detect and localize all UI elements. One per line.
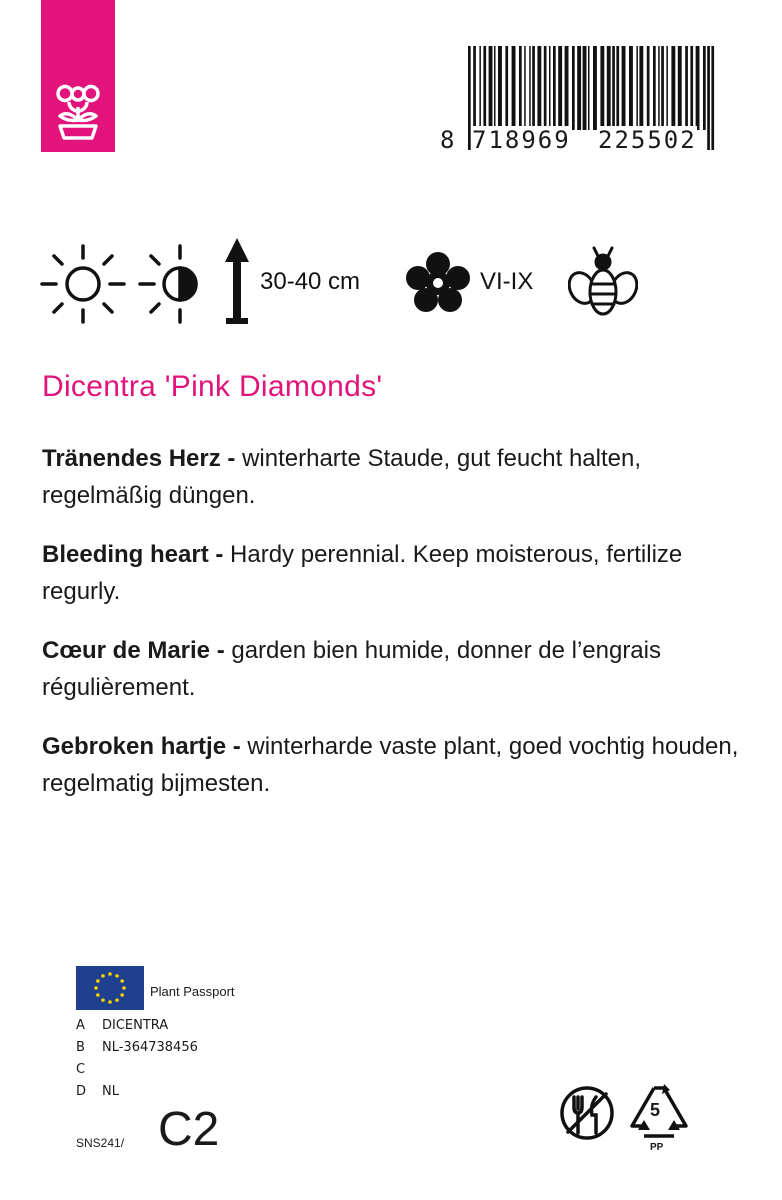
descriptions [42,440,742,824]
passport-row-a [76,1018,168,1033]
passport-row-c [76,1062,102,1077]
description-nl [42,728,742,802]
barcode-bar [558,46,562,130]
barcode-bar [671,46,675,130]
eu-star [115,974,119,978]
barcode-bar [600,46,604,130]
recycle-number: 5 [650,1100,661,1120]
barcode-digits-right: 225502 [598,126,697,154]
barcode-bar [532,46,535,130]
description-en [42,536,742,610]
passport-row-d [76,1084,119,1099]
barcode-bar [489,46,493,130]
passport-key-c: C [76,1062,86,1077]
eu-star [96,993,100,997]
description-en-name: Bleeding heart - [42,541,224,568]
barcode [438,46,728,156]
barcode-bar [565,46,569,130]
eu-star [120,993,124,997]
barcode-bar [498,46,502,130]
description-nl-name: Gebroken hartje - [42,733,241,760]
height-text: 30-40 cm [260,268,361,295]
barcode-bar [666,46,668,130]
barcode-bar [512,46,516,130]
barcode-bar [622,46,626,130]
half-shade-icon [136,242,206,326]
barcode-bar [572,46,575,130]
barcode-bar [553,46,556,130]
care-icons-row [38,236,658,331]
passport-row-b [76,1040,198,1055]
flower-pot-icon [54,80,102,142]
barcode-bar [544,46,547,130]
eu-star [108,1000,112,1004]
barcode-bar [494,46,496,130]
barcode-bar [549,46,551,130]
description-de-text: winterharte Staude, gut feucht halten, regelmäßig düngen. [42,445,642,509]
full-sun-icon [38,242,128,326]
barcode-bar [661,46,664,130]
barcode-bar [577,46,581,130]
flower-icon [406,250,470,312]
bloom-months: VI-IX [480,268,534,295]
barcode-bar [583,46,587,130]
passport-key-a: A [76,1018,85,1033]
passport-value-a: DICENTRA [102,1018,169,1033]
barcode-bar [636,46,638,130]
barcode-bar [690,46,693,130]
barcode-bar [696,46,700,130]
barcode-bar [479,46,481,130]
barcode-bar [703,46,706,130]
eu-star [101,974,105,978]
description-fr-text: garden bien humide, donner de l’engrais régulièrement. [42,637,661,701]
lot-code: SNS241/ [76,1136,125,1150]
barcode-bar [616,46,619,130]
plant-passport-label: Plant Passport [150,984,235,999]
recycle-symbol [626,1080,692,1151]
description-nl-text: winterharde vaste plant, goed vochtig houden, regelmatig bijmesten. [42,733,739,797]
barcode-bar [588,46,590,130]
barcode-bar [537,46,541,130]
barcode-bar [607,46,611,130]
barcode-bar [593,46,597,130]
recycle-material: PP [650,1142,664,1153]
description-de [42,440,742,514]
brand-tab [41,0,115,152]
height-arrow-icon [224,238,250,324]
barcode-bar [505,46,508,130]
barcode-bar [653,46,656,130]
passport-value-d: NL [102,1084,119,1099]
barcode-bar [707,46,710,150]
barcode-digits-left: 718969 [472,126,571,154]
barcode-bar [524,46,526,130]
eu-star [96,979,100,983]
barcode-bar [529,46,531,130]
description-en-text: Hardy perennial. Keep moisterous, fertilize regurly. [42,541,683,605]
barcode-bar [483,46,486,130]
description-fr-name: Cœur de Marie - [42,637,225,664]
description-de-name: Tränendes Herz - [42,445,236,472]
barcode-bar [658,46,660,130]
barcode-bar [629,46,633,130]
plant-title: Dicentra 'Pink Diamonds' [42,370,383,403]
barcode-digit-lead: 8 [440,126,457,154]
lot-class: C2 [158,1103,220,1156]
eu-star [108,972,112,976]
passport-value-b: NL-364738456 [102,1040,198,1055]
barcode-bar [647,46,650,130]
barcode-bar [612,46,615,130]
eu-star [115,998,119,1002]
barcode-bar [685,46,688,130]
eu-star [122,986,126,990]
barcode-bar [639,46,643,130]
barcode-bar [468,46,471,150]
barcode-bar [678,46,682,130]
passport-key-b: B [76,1040,85,1055]
barcode-bar [711,46,714,150]
eu-star [120,979,124,983]
eu-flag-icon [76,966,144,1010]
passport-key-d: D [76,1084,87,1099]
eu-star [94,986,98,990]
not-for-food-icon [558,1083,616,1143]
barcode-bar [519,46,522,130]
eu-star [101,998,105,1002]
description-fr [42,632,742,706]
bee-icon [568,244,638,320]
